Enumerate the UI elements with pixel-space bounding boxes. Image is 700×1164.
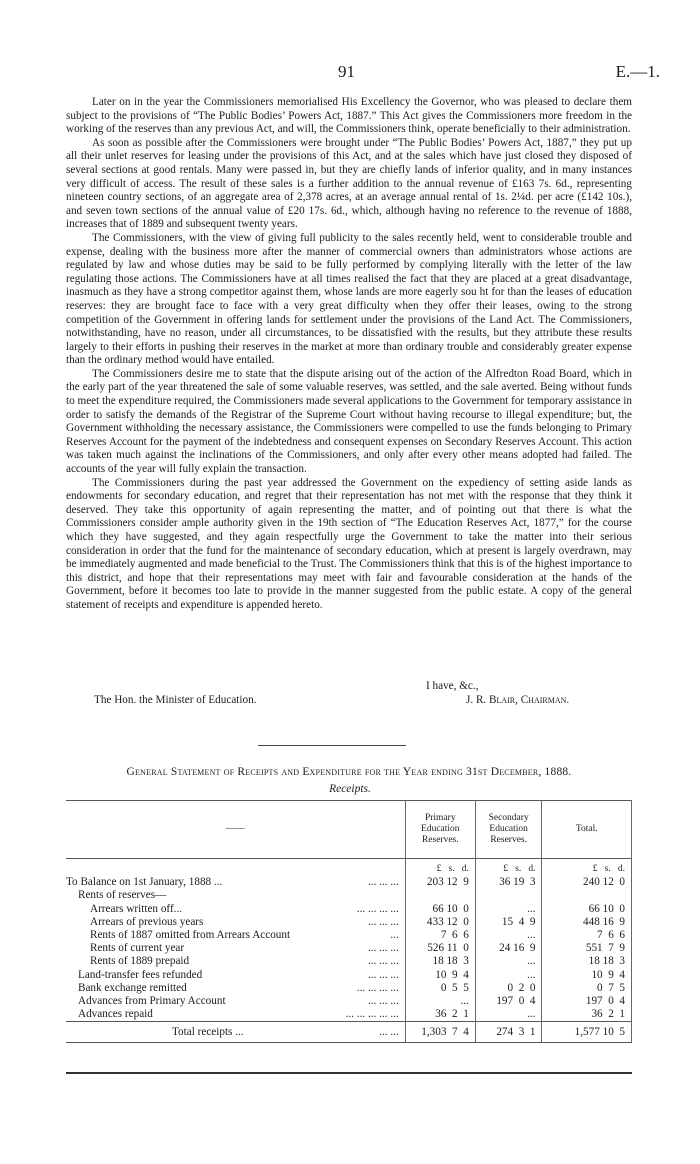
total-amount: 18 18 3 [542,955,632,968]
table-header-row [66,801,632,859]
currency-units: £ s. d. [542,859,632,877]
total-amount: 10 9 4 [542,969,632,982]
table-row [66,889,632,902]
total-amount [542,889,632,902]
row-label: Arrears of previous years ... ... ... [90,915,399,928]
paragraph: The Commissioners desire me to state that the dispute arising out of the action of the Alfredton Road Board, which in the early part of the year threatened the sale of some valuable reserves, was settled, and the sale averted. Being without funds to meet the expenditure required, the Commissioners made several applications to the Government for temporary assistance in order to satisfy the demands of the Registrar of the Supreme Court without having recourse to illegal expenditure; but, the Government withholding the necessary assistance, the Commissioners were compelled to use the funds belonging to Primary Reserves Account for the payment of the indebtedness and consequent expenses on Secondary Reserves Account. This action was taken much against the inclinations of the Commissioners, and only after every other means adopted had failed. The accounts of the year will fully explain the transaction. [66,367,632,476]
secondary-amount [475,889,542,902]
total-amount: 66 10 0 [542,903,632,916]
receipts-table [66,800,632,1043]
receipts-subtitle: Receipts. [329,783,371,795]
currency-units: £ s. d. [475,859,542,877]
total-amount: 448 16 9 [542,916,632,929]
table-row [66,929,632,942]
secondary-amount: 24 16 9 [475,942,542,955]
document-reference: E.—1. [615,62,660,81]
total-amount: 197 0 4 [542,995,632,1008]
primary-amount [405,889,475,902]
recipient: The Hon. the Minister of Education. [94,694,257,706]
secondary-amount: ... [475,1008,542,1022]
primary-amount: 18 18 3 [405,955,475,968]
column-header-description: —— [225,824,245,834]
currency-units: £ s. d. [405,859,475,877]
row-label: To Balance on 1st January, 1888 ... ... ... ... [66,876,399,889]
total-label: Total receipts ... ... ... [66,1022,405,1043]
primary-amount: 36 2 1 [405,1008,475,1022]
table-row [66,955,632,968]
column-header-secondary: Secondary Education Reserves. [475,801,542,859]
table-row [66,916,632,929]
page-header [0,62,700,84]
table-row [66,942,632,955]
primary-amount: 203 12 9 [405,876,475,889]
row-label: Advances from Primary Account ... ... ... [78,995,399,1008]
total-amount: 36 2 1 [542,1008,632,1022]
total-primary: 1,303 7 4 [405,1022,475,1043]
primary-amount: 66 10 0 [405,903,475,916]
row-label: Arrears written off... ... ... ... ... [90,902,399,915]
section-divider [258,745,406,746]
secondary-amount: ... [475,969,542,982]
valediction: I have, &c., [426,680,479,692]
secondary-amount: ... [475,955,542,968]
primary-amount: 10 9 4 [405,969,475,982]
table-body [66,859,632,1022]
secondary-amount: 36 19 3 [475,876,542,889]
row-label: Rents of 1887 omitted from Arrears Account ... [90,929,399,942]
secondary-amount: 0 2 0 [475,982,542,995]
total-overall: 1,577 10 5 [542,1022,632,1043]
table-row [66,903,632,916]
currency-units-row [66,859,632,877]
secondary-amount: 197 0 4 [475,995,542,1008]
table-row [66,969,632,982]
page-number: 91 [338,62,355,81]
secondary-amount: ... [475,929,542,942]
primary-amount: ... [405,995,475,1008]
total-amount: 240 12 0 [542,876,632,889]
row-label: Land-transfer fees refunded ... ... ... [78,968,399,981]
bottom-rule [66,1072,632,1074]
paragraph: The Commissioners, with the view of giving full publicity to the sales recently held, went to considerable trouble and expense, dealing with the business more after the manner of commercial owners than administrators whose actions are regulated by law and whose duties may be said to be fully performed by complying literally with the letter of the law regulating those actions. The Commissioners have at all times realised the fact that they are placed at a great disadvantage, inasmuch as they have a strong competitor against them, whose lands are more eagerly sou ht for than the leases of education reserves: they are brought face to face with a very great difficulty when they offer their leases, owing to the strong competition of the Government in offering lands for settlement under the provisions of the Land Act. The Commissioners, notwithstanding, have no reason, under all circumstances, to be dissatisfied with the results, but they attribute these results largely to their efforts in pushing their reserves in the market at more than ordinary trouble and considerably greater expense than the ordinary method would have entailed. [66,231,632,367]
paragraph: As soon as possible after the Commissioners were brought under “The Public Bodies’ Powers Act, 1887,” they put up all their unlet reserves for leasing under the provisions of this Act, and at the sales which have just closed they disposed of several sections at good rentals. Many were passed in, but they are chiefly lands of inferior quality, and in many instances very difficult of access. The result of these sales is a further addition to the annual revenue of £163 7s. 6d., representing nineteen country sections, of an aggregate area of 2,378 acres, at an average annual rental of 1s. 2¼d. per acre (£142 10s.), and seven town sections of the annual value of £20 17s. 6d., which, although having no reference to the revenue of 1888, increases that of 1889 and subsequent twenty years. [66,136,632,231]
total-amount: 0 7 5 [542,982,632,995]
total-amount: 551 7 9 [542,942,632,955]
signature: J. R. Blair, Chairman. [466,694,570,706]
secondary-amount: 15 4 9 [475,916,542,929]
primary-amount: 433 12 0 [405,916,475,929]
column-header-total: Total. [542,801,632,859]
letter-closing [66,680,632,710]
primary-amount: 526 11 0 [405,942,475,955]
table-row [66,876,632,889]
column-header-primary: Primary Education Reserves. [405,801,475,859]
statement-title: General Statement of Receipts and Expenditure for the Year ending 31st December, 1888. [126,766,572,778]
total-receipts-row [66,1022,632,1043]
row-label: Bank exchange remitted ... ... ... ... [78,981,399,994]
table-row [66,1008,632,1022]
receipts-table-container [66,800,632,1043]
paragraph: The Commissioners during the past year addressed the Government on the expediency of setting aside lands as endowments for secondary education, and regret that their representation has not met with the response that they think it deserved. They take this opportunity of again representing the matter, and of pointing out that there is what the Commissioners consider ample authority given in the 19th section of “The Education Reserves Act, 1877,” for the course which they have suggested, and they again respectfully urge the Government to take the matter into their serious consideration in order that the fund for the maintenance of secondary education, which at present is largely overdrawn, may be immediately augmented and made beneficial to the Trust. The Commissioners think that this is of the highest importance to this district, and hope that their representations may meet with fair and favourable consideration at the hands of the Government, before it becomes too late to provide in the manner suggested from the public estate. A copy of the general statement of receipts and expenditure is appended hereto. [66,476,632,611]
primary-amount: 0 5 5 [405,982,475,995]
total-amount: 7 6 6 [542,929,632,942]
table-row [66,995,632,1008]
row-label: Advances repaid ... ... ... ... ... [78,1008,399,1021]
row-label: Rents of reserves— [78,889,167,902]
total-secondary: 274 3 1 [475,1022,542,1043]
row-label: Rents of 1889 prepaid ... ... ... [90,955,399,968]
table-row [66,982,632,995]
row-label: Rents of current year ... ... ... [90,942,399,955]
primary-amount: 7 6 6 [405,929,475,942]
letter-body [66,96,632,613]
paragraph: Later on in the year the Commissioners memorialised His Excellency the Governor, who was pleased to declare them subject to the provisions of “The Public Bodies’ Powers Act, 1887.” This Act gives the Commissioners more freedom in the working of the reserves than any previous Act, and will, the Commissioners think, operate beneficially to their administration. [66,96,632,136]
secondary-amount: ... [475,903,542,916]
